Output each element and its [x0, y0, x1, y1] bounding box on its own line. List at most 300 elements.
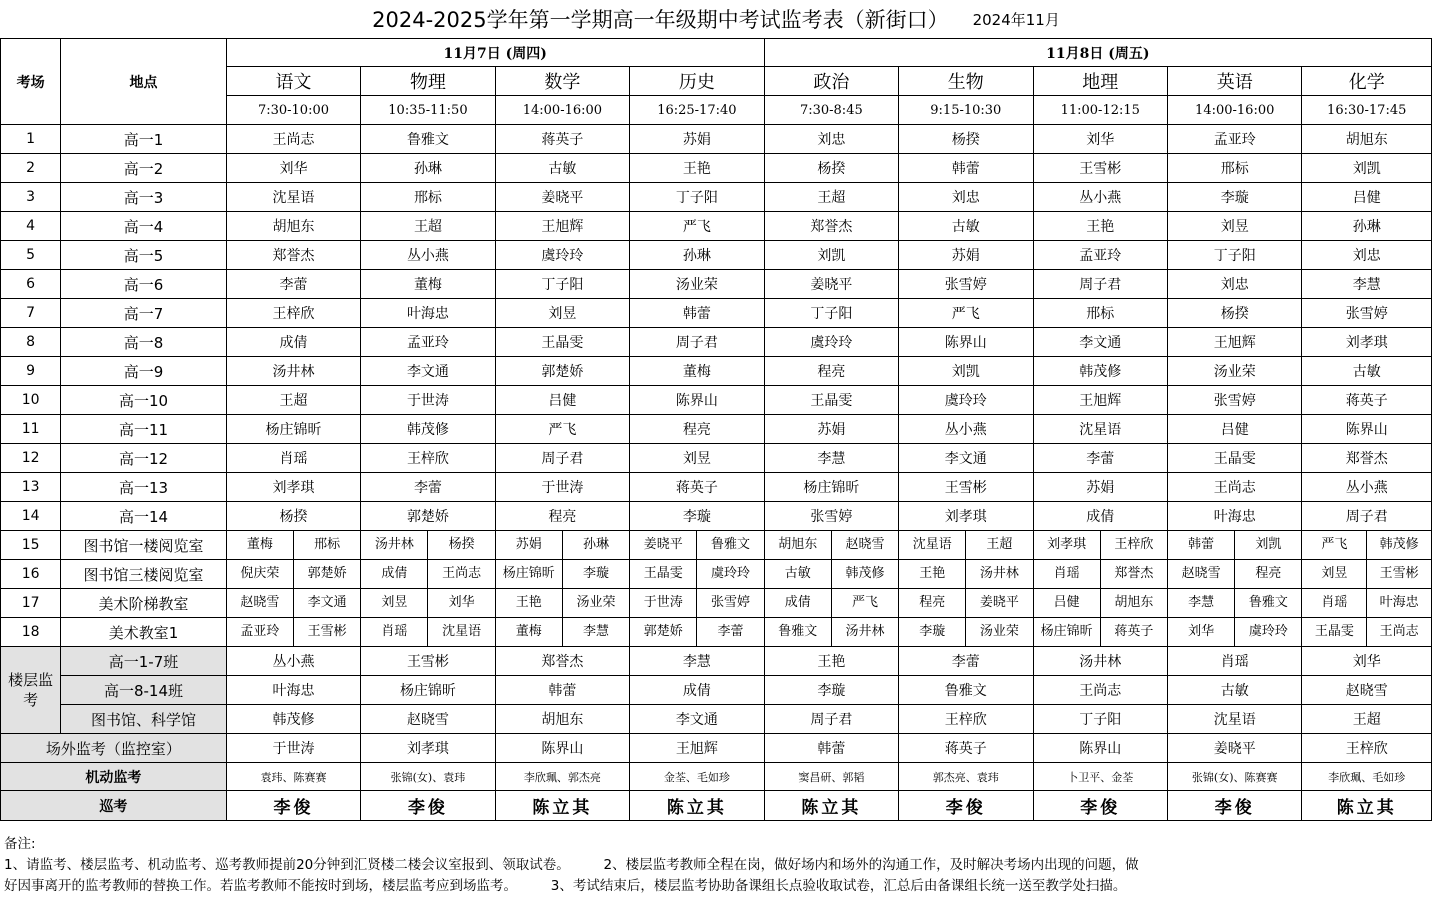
- proctor-name: 杨庄锦昕: [502, 566, 555, 581]
- subject-header: 政治: [764, 67, 898, 96]
- room-number: 11: [1, 415, 61, 444]
- proctor-name: 胡旭东: [778, 537, 818, 552]
- proctor-name: 严飞: [831, 589, 898, 617]
- patrol-cell: 李俊: [226, 791, 360, 821]
- proctor-cell: 张雪婷: [899, 270, 1033, 299]
- proctor-name: 程亮: [1234, 560, 1301, 588]
- proctor-cell: 王超: [361, 212, 495, 241]
- subject-header: 语文: [226, 67, 360, 96]
- floor-proctor-cell: 王雪彬: [361, 647, 495, 676]
- proctor-cell: 刘凯: [899, 357, 1033, 386]
- mobile-proctor-cell: 窦昌研、郭韬: [764, 763, 898, 791]
- table-row: [1, 444, 1432, 473]
- proctor-pair-cell: [764, 589, 898, 618]
- proctor-name: 董梅: [515, 624, 542, 639]
- table-row: [1, 502, 1432, 531]
- proctor-name: 赵晓雪: [1181, 566, 1221, 581]
- room-location: 高一4: [61, 212, 227, 241]
- proctor-name: 严飞: [1321, 537, 1348, 552]
- proctor-name: 刘昱: [1321, 566, 1348, 581]
- proctor-name: 倪庆荣: [240, 566, 280, 581]
- mobile-label: 机动监考: [1, 763, 227, 791]
- proctor-cell: 鲁雅文: [361, 125, 495, 154]
- room-number: 17: [1, 589, 61, 618]
- proctor-name: 汤业荣: [562, 589, 629, 617]
- proctor-pair-cell: [1167, 618, 1301, 647]
- proctor-cell: 虞玲玲: [899, 386, 1033, 415]
- proctor-cell: 王艳: [630, 154, 765, 183]
- patrol-cell: 李俊: [361, 791, 495, 821]
- room-number: 6: [1, 270, 61, 299]
- title-bar: [0, 0, 1432, 38]
- proctor-cell: 王雪彬: [1033, 154, 1167, 183]
- proctor-cell: 严飞: [899, 299, 1033, 328]
- proctor-cell: 丁子阳: [630, 183, 765, 212]
- proctor-cell: 王尚志: [226, 125, 360, 154]
- proctor-name: 王晶雯: [643, 566, 683, 581]
- proctor-cell: 郑誉杰: [1302, 444, 1432, 473]
- proctor-name: 王艳: [515, 595, 542, 610]
- schedule-table: [0, 38, 1432, 821]
- proctor-cell: 孟亚玲: [1167, 125, 1301, 154]
- room-location: 美术教室1: [61, 618, 227, 647]
- proctor-cell: 李文通: [1033, 328, 1167, 357]
- proctor-cell: 韩茂修: [1033, 357, 1167, 386]
- proctor-name: 刘华: [1188, 624, 1215, 639]
- proctor-name: 李蕾: [696, 618, 763, 646]
- room-number: 14: [1, 502, 61, 531]
- proctor-cell: 董梅: [630, 357, 765, 386]
- proctor-cell: 蒋英子: [495, 125, 629, 154]
- proctor-cell: 刘忠: [1167, 270, 1301, 299]
- page-subtitle: 2024年11月: [972, 10, 1060, 29]
- table-row: [1, 763, 1432, 791]
- floor-proctor-cell: 肖瑶: [1167, 647, 1301, 676]
- notes-line-1: 1、请监考、楼层监考、机动监考、巡考教师提前20分钟到汇贤楼二楼会议室报到、领取试卷。 2、楼层监考教师全程在岗，做好场内和场外的沟通工作，及时解决考场内出现的问题，做: [4, 857, 1139, 873]
- proctor-cell: 刘华: [226, 154, 360, 183]
- proctor-name: 蒋英子: [1100, 618, 1167, 646]
- proctor-cell: 刘忠: [1302, 241, 1432, 270]
- proctor-cell: 苏娟: [1033, 473, 1167, 502]
- room-number: 7: [1, 299, 61, 328]
- proctor-name: 苏娟: [515, 537, 542, 552]
- proctor-pair-cell: [899, 560, 1033, 589]
- proctor-pair-cell: [1167, 531, 1301, 560]
- proctor-cell: 程亮: [630, 415, 765, 444]
- outside-proctor-cell: 于世涛: [226, 734, 360, 763]
- table-row: [1, 415, 1432, 444]
- proctor-cell: 王超: [764, 183, 898, 212]
- proctor-cell: 丁子阳: [1167, 241, 1301, 270]
- proctor-name: 李璇: [919, 624, 946, 639]
- floor-proctor-cell: 胡旭东: [495, 705, 629, 734]
- proctor-cell: 古敏: [1302, 357, 1432, 386]
- proctor-name: 鲁雅文: [1234, 589, 1301, 617]
- proctor-pair-cell: [630, 560, 765, 589]
- proctor-cell: 汤井林: [226, 357, 360, 386]
- room-number: 16: [1, 560, 61, 589]
- subject-header: 地理: [1033, 67, 1167, 96]
- proctor-pair-cell: [764, 618, 898, 647]
- proctor-pair-cell: [361, 531, 495, 560]
- proctor-cell: 李蕾: [226, 270, 360, 299]
- proctor-cell: 程亮: [764, 357, 898, 386]
- floor-proctor-cell: 周子君: [764, 705, 898, 734]
- room-number: 12: [1, 444, 61, 473]
- subject-header: 化学: [1302, 67, 1432, 96]
- proctor-cell: 王晶雯: [495, 328, 629, 357]
- proctor-cell: 丛小燕: [899, 415, 1033, 444]
- floor-proctor-cell: 沈星语: [1167, 705, 1301, 734]
- proctor-cell: 苏娟: [630, 125, 765, 154]
- proctor-cell: 程亮: [495, 502, 629, 531]
- outside-proctor-cell: 陈界山: [1033, 734, 1167, 763]
- table-row: [1, 589, 1432, 618]
- proctor-name: 汤井林: [965, 560, 1032, 588]
- proctor-cell: 李文通: [899, 444, 1033, 473]
- subject-header: 生物: [899, 67, 1033, 96]
- proctor-cell: 姜晓平: [764, 270, 898, 299]
- mobile-proctor-cell: 袁玮、陈赛赛: [226, 763, 360, 791]
- proctor-name: 李慧: [1188, 595, 1215, 610]
- proctor-name: 胡旭东: [1100, 589, 1167, 617]
- day1-header: 11月7日 (周四): [226, 39, 764, 67]
- proctor-pair-cell: [1167, 560, 1301, 589]
- proctor-cell: 姜晓平: [495, 183, 629, 212]
- table-row: [1, 357, 1432, 386]
- proctor-cell: 王晶雯: [764, 386, 898, 415]
- floor-area: 高一1-7班: [61, 647, 227, 676]
- outside-proctor-cell: 王梓欣: [1302, 734, 1432, 763]
- room-location: 高一7: [61, 299, 227, 328]
- proctor-name: 李文通: [293, 589, 360, 617]
- proctor-cell: 刘华: [1033, 125, 1167, 154]
- patrol-cell: 李俊: [1167, 791, 1301, 821]
- outside-proctor-cell: 陈界山: [495, 734, 629, 763]
- floor-proctor-cell: 成倩: [630, 676, 765, 705]
- room-location: 高一12: [61, 444, 227, 473]
- proctor-cell: 王雪彬: [899, 473, 1033, 502]
- proctor-name: 肖瑶: [1053, 566, 1080, 581]
- proctor-cell: 古敏: [899, 212, 1033, 241]
- proctor-name: 赵晓雪: [831, 531, 898, 559]
- table-row: [1, 212, 1432, 241]
- proctor-cell: 沈星语: [226, 183, 360, 212]
- page-title: 2024-2025学年第一学期高一年级期中考试监考表（新街口）: [372, 8, 949, 32]
- floor-proctor-cell: 韩茂修: [226, 705, 360, 734]
- proctor-cell: 李璇: [630, 502, 765, 531]
- room-number: 18: [1, 618, 61, 647]
- proctor-cell: 陈界山: [899, 328, 1033, 357]
- proctor-cell: 杨揆: [764, 154, 898, 183]
- floor-proctor-cell: 王尚志: [1033, 676, 1167, 705]
- floor-proctor-cell: 汤井林: [1033, 647, 1167, 676]
- proctor-name: 郭楚娇: [293, 560, 360, 588]
- proctor-name: 李慧: [562, 618, 629, 646]
- proctor-pair-cell: [899, 589, 1033, 618]
- proctor-name: 郭楚娇: [643, 624, 683, 639]
- floor-proctor-cell: 李蕾: [899, 647, 1033, 676]
- mobile-proctor-cell: 李欣珮、毛如珍: [1302, 763, 1432, 791]
- proctor-name: 刘昱: [381, 595, 408, 610]
- proctor-cell: 沈星语: [1033, 415, 1167, 444]
- proctor-name: 吕健: [1053, 595, 1080, 610]
- proctor-cell: 丁子阳: [495, 270, 629, 299]
- proctor-pair-cell: [361, 618, 495, 647]
- notes-title: 备注:: [4, 836, 36, 852]
- day2-header: 11月8日 (周五): [764, 39, 1431, 67]
- proctor-pair-cell: [764, 560, 898, 589]
- proctor-cell: 李文通: [361, 357, 495, 386]
- proctor-cell: 刘忠: [899, 183, 1033, 212]
- proctor-cell: 刘孝琪: [226, 473, 360, 502]
- proctor-cell: 虞玲玲: [764, 328, 898, 357]
- proctor-cell: 陈界山: [630, 386, 765, 415]
- proctor-name: 虞玲玲: [1234, 618, 1301, 646]
- time-header: 7:30-8:45: [764, 96, 898, 125]
- floor-proctor-cell: 李慧: [630, 647, 765, 676]
- proctor-cell: 杨揆: [1167, 299, 1301, 328]
- floor-proctor-cell: 刘华: [1302, 647, 1432, 676]
- proctor-pair-cell: [1302, 560, 1432, 589]
- proctor-pair-cell: [764, 531, 898, 560]
- proctor-name: 刘孝琪: [1047, 537, 1087, 552]
- notes: [4, 834, 1430, 897]
- table-row: [1, 125, 1432, 154]
- proctor-name: 王梓欣: [1100, 531, 1167, 559]
- subject-header: 物理: [361, 67, 495, 96]
- proctor-name: 沈星语: [427, 618, 494, 646]
- proctor-name: 韩蕾: [1188, 537, 1215, 552]
- floor-proctor-cell: 郑誉杰: [495, 647, 629, 676]
- room-location: 美术阶梯教室: [61, 589, 227, 618]
- floor-proctor-cell: 丛小燕: [226, 647, 360, 676]
- room-location: 高一5: [61, 241, 227, 270]
- proctor-name: 张雪婷: [696, 589, 763, 617]
- proctor-cell: 严飞: [630, 212, 765, 241]
- proctor-cell: 邢标: [1033, 299, 1167, 328]
- floor-proctor-cell: 赵晓雪: [361, 705, 495, 734]
- proctor-cell: 李慧: [1302, 270, 1432, 299]
- proctor-cell: 郭楚娇: [361, 502, 495, 531]
- proctor-cell: 胡旭东: [226, 212, 360, 241]
- time-header: 16:25-17:40: [630, 96, 765, 125]
- proctor-pair-cell: [630, 618, 765, 647]
- notes-line-2: 好因事离开的监考教师的替换工作。若监考教师不能按时到场，楼层监考应到场监考。 3、考试结束后，楼层监考协助备课组长点验收取试卷，汇总后由备课组长统一送至教学处扫描。: [4, 878, 1127, 894]
- proctor-cell: 周子君: [1033, 270, 1167, 299]
- proctor-cell: 韩蕾: [899, 154, 1033, 183]
- time-header: 16:30-17:45: [1302, 96, 1432, 125]
- proctor-cell: 郭楚娇: [495, 357, 629, 386]
- proctor-pair-cell: [1033, 589, 1167, 618]
- room-location: 高一1: [61, 125, 227, 154]
- proctor-name: 虞玲玲: [696, 560, 763, 588]
- room-location: 高一2: [61, 154, 227, 183]
- proctor-cell: 苏娟: [764, 415, 898, 444]
- proctor-pair-cell: [899, 618, 1033, 647]
- proctor-name: 孙琳: [562, 531, 629, 559]
- floor-proctor-cell: 叶海忠: [226, 676, 360, 705]
- proctor-cell: 汤业荣: [630, 270, 765, 299]
- proctor-cell: 蒋英子: [630, 473, 765, 502]
- proctor-cell: 孙琳: [1302, 212, 1432, 241]
- mobile-proctor-cell: 李欣珮、郭杰亮: [495, 763, 629, 791]
- room-number: 2: [1, 154, 61, 183]
- table-row: [1, 154, 1432, 183]
- proctor-cell: 周子君: [495, 444, 629, 473]
- proctor-pair-cell: [495, 589, 629, 618]
- proctor-name: 韩茂修: [1366, 531, 1431, 559]
- proctor-name: 成倩: [381, 566, 408, 581]
- proctor-cell: 郑誉杰: [764, 212, 898, 241]
- table-row: [1, 299, 1432, 328]
- proctor-cell: 王艳: [1033, 212, 1167, 241]
- proctor-cell: 李蕾: [361, 473, 495, 502]
- location-header: 地点: [61, 39, 227, 125]
- proctor-pair-cell: [1302, 589, 1432, 618]
- patrol-cell: 陈立其: [495, 791, 629, 821]
- proctor-cell: 丛小燕: [361, 241, 495, 270]
- table-row: [1, 183, 1432, 212]
- proctor-cell: 孙琳: [361, 154, 495, 183]
- proctor-pair-cell: [1302, 531, 1432, 560]
- outside-proctor-cell: 王旭辉: [630, 734, 765, 763]
- subject-header: 数学: [495, 67, 629, 96]
- proctor-name: 于世涛: [643, 595, 683, 610]
- proctor-name: 汤井林: [831, 618, 898, 646]
- table-row: [1, 618, 1432, 647]
- mobile-proctor-cell: 张锦(女)、袁玮: [361, 763, 495, 791]
- proctor-pair-cell: [361, 560, 495, 589]
- room-number: 9: [1, 357, 61, 386]
- proctor-cell: 胡旭东: [1302, 125, 1432, 154]
- proctor-cell: 王晶雯: [1167, 444, 1301, 473]
- room-location: 高一6: [61, 270, 227, 299]
- outside-proctor-cell: 蒋英子: [899, 734, 1033, 763]
- proctor-name: 王超: [965, 531, 1032, 559]
- proctor-name: 邢标: [293, 531, 360, 559]
- proctor-cell: 刘孝琪: [1302, 328, 1432, 357]
- proctor-name: 王尚志: [427, 560, 494, 588]
- table-row: [1, 531, 1432, 560]
- proctor-cell: 虞玲玲: [495, 241, 629, 270]
- time-header: 9:15-10:30: [899, 96, 1033, 125]
- proctor-cell: 汤业荣: [1167, 357, 1301, 386]
- proctor-name: 赵晓雪: [240, 595, 280, 610]
- proctor-cell: 刘昱: [495, 299, 629, 328]
- proctor-pair-cell: [630, 589, 765, 618]
- table-row: [1, 39, 1432, 67]
- proctor-cell: 吕健: [495, 386, 629, 415]
- room-number: 13: [1, 473, 61, 502]
- proctor-cell: 吕健: [1167, 415, 1301, 444]
- table-row: [1, 676, 1432, 705]
- room-number: 10: [1, 386, 61, 415]
- proctor-cell: 肖瑶: [226, 444, 360, 473]
- proctor-name: 杨庄锦昕: [1040, 624, 1093, 639]
- floor-label: 楼层监考: [1, 647, 61, 734]
- proctor-name: 刘凯: [1234, 531, 1301, 559]
- proctor-cell: 孙琳: [630, 241, 765, 270]
- proctor-pair-cell: [495, 531, 629, 560]
- proctor-name: 郑誉杰: [1100, 560, 1167, 588]
- proctor-cell: 刘昱: [630, 444, 765, 473]
- proctor-cell: 李蕾: [1033, 444, 1167, 473]
- proctor-name: 成倩: [784, 595, 811, 610]
- proctor-cell: 杨揆: [226, 502, 360, 531]
- proctor-cell: 李璇: [1167, 183, 1301, 212]
- proctor-cell: 叶海忠: [361, 299, 495, 328]
- proctor-cell: 吕健: [1302, 183, 1432, 212]
- floor-proctor-cell: 丁子阳: [1033, 705, 1167, 734]
- proctor-pair-cell: [1167, 589, 1301, 618]
- mobile-proctor-cell: 卜卫平、金荃: [1033, 763, 1167, 791]
- room-location: 高一14: [61, 502, 227, 531]
- proctor-cell: 严飞: [495, 415, 629, 444]
- proctor-name: 杨揆: [427, 531, 494, 559]
- table-row: [1, 647, 1432, 676]
- proctor-name: 王尚志: [1366, 618, 1431, 646]
- proctor-pair-cell: [226, 560, 360, 589]
- room-number: 8: [1, 328, 61, 357]
- proctor-name: 董梅: [246, 537, 273, 552]
- proctor-pair-cell: [361, 589, 495, 618]
- proctor-pair-cell: [1033, 560, 1167, 589]
- floor-area: 图书馆、科学馆: [61, 705, 227, 734]
- proctor-cell: 孟亚玲: [1033, 241, 1167, 270]
- proctor-name: 姜晓平: [965, 589, 1032, 617]
- proctor-pair-cell: [226, 618, 360, 647]
- proctor-name: 王艳: [919, 566, 946, 581]
- proctor-cell: 蒋英子: [1302, 386, 1432, 415]
- proctor-cell: 成倩: [1033, 502, 1167, 531]
- floor-proctor-cell: 王艳: [764, 647, 898, 676]
- floor-proctor-cell: 鲁雅文: [899, 676, 1033, 705]
- time-header: 10:35-11:50: [361, 96, 495, 125]
- proctor-name: 古敏: [784, 566, 811, 581]
- proctor-cell: 董梅: [361, 270, 495, 299]
- room-location: 高一10: [61, 386, 227, 415]
- mobile-proctor-cell: 郭杰亮、袁玮: [899, 763, 1033, 791]
- floor-proctor-cell: 王梓欣: [899, 705, 1033, 734]
- room-number: 1: [1, 125, 61, 154]
- proctor-cell: 刘昱: [1167, 212, 1301, 241]
- floor-proctor-cell: 李文通: [630, 705, 765, 734]
- table-row: [1, 560, 1432, 589]
- proctor-pair-cell: [226, 531, 360, 560]
- proctor-cell: 陈界山: [1302, 415, 1432, 444]
- room-location: 图书馆一楼阅览室: [61, 531, 227, 560]
- floor-proctor-cell: 赵晓雪: [1302, 676, 1432, 705]
- proctor-name: 王晶雯: [1314, 624, 1354, 639]
- proctor-cell: 丁子阳: [764, 299, 898, 328]
- proctor-cell: 刘凯: [764, 241, 898, 270]
- proctor-cell: 李慧: [764, 444, 898, 473]
- proctor-cell: 刘凯: [1302, 154, 1432, 183]
- proctor-cell: 邢标: [361, 183, 495, 212]
- proctor-name: 王雪彬: [1366, 560, 1431, 588]
- proctor-name: 韩茂修: [831, 560, 898, 588]
- proctor-cell: 杨庄锦昕: [764, 473, 898, 502]
- floor-proctor-cell: 杨庄锦昕: [361, 676, 495, 705]
- room-number: 15: [1, 531, 61, 560]
- proctor-pair-cell: [899, 531, 1033, 560]
- outside-proctor-cell: 刘孝琪: [361, 734, 495, 763]
- proctor-cell: 杨庄锦昕: [226, 415, 360, 444]
- subject-header: 历史: [630, 67, 765, 96]
- proctor-name: 刘华: [427, 589, 494, 617]
- table-row: [1, 473, 1432, 502]
